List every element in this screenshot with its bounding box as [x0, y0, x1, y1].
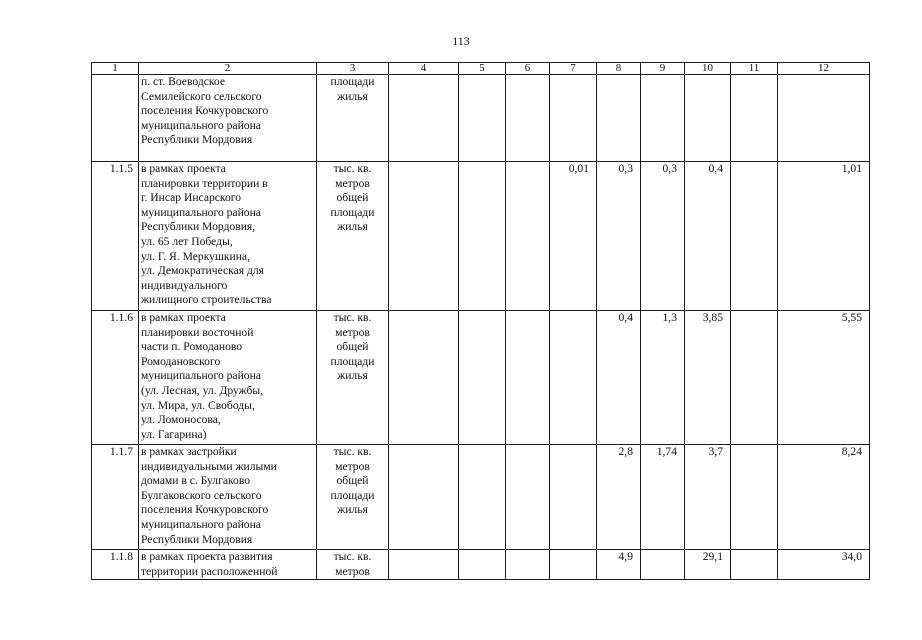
continuation-unit: [317, 75, 389, 162]
row-description: [139, 162, 317, 311]
column-number: 12: [778, 63, 870, 75]
value-cell: [731, 445, 778, 550]
text-line: (ул. Лесная, ул. Дружбы,: [141, 383, 264, 397]
value-cell: [685, 75, 731, 162]
column-number: 1: [92, 63, 139, 75]
value-cell: 0,01: [550, 162, 597, 311]
text-line: общей: [336, 340, 369, 354]
value-cell: [550, 75, 597, 162]
column-number: 7: [550, 63, 597, 75]
text-line: домами в с. Булгаково: [141, 474, 251, 488]
text-line: площади: [330, 205, 375, 219]
row-unit: [317, 162, 389, 311]
text-line: поселения Кочкуровского: [141, 104, 269, 118]
text-line: общей: [336, 474, 369, 488]
text-line: ул. Демократическая для: [141, 264, 265, 278]
text-line: п. ст. Воеводское: [141, 75, 225, 88]
column-number-row: [92, 63, 870, 75]
text-line: площади: [330, 75, 375, 88]
text-line: жилья: [337, 369, 368, 383]
text-line: в рамках проекта развития: [141, 550, 273, 563]
text-line: в рамках проекта: [141, 162, 226, 175]
value-cell: 1,01: [778, 162, 870, 311]
value-cell: 1,74: [641, 445, 685, 550]
row-description: [139, 445, 317, 550]
text-line: площади: [330, 354, 375, 368]
continuation-description: [139, 75, 317, 162]
value-cell: [731, 162, 778, 311]
text-line: метров: [335, 459, 370, 473]
text-line: ул. 65 лет Победы,: [141, 234, 233, 248]
value-cell: [389, 311, 459, 445]
value-cell: 3,7: [685, 445, 731, 550]
value-cell: [506, 75, 550, 162]
text-line: Республики Мордовия: [141, 133, 253, 147]
code-cell: [92, 75, 139, 162]
text-line: индивидуальными жилыми: [141, 459, 277, 473]
text-line: муниципального района: [141, 517, 261, 531]
text-line: муниципального района: [141, 205, 261, 219]
value-cell: [550, 311, 597, 445]
text-line: Республики Мордовия: [141, 532, 253, 546]
text-line: ул. Гагарина): [141, 427, 207, 441]
value-cell: [459, 550, 506, 580]
text-line: Семилейского сельского: [141, 89, 262, 103]
text-line: индивидуального: [141, 278, 228, 292]
text-line: тыс. кв.: [333, 311, 372, 324]
value-cell: [731, 550, 778, 580]
value-cell: 0,3: [641, 162, 685, 311]
table-row: [92, 550, 870, 580]
text-line: метров: [335, 325, 370, 339]
text-line: Булгаковского сельского: [141, 488, 262, 502]
row-code: 1.1.6: [92, 311, 139, 445]
value-cell: 8,24: [778, 445, 870, 550]
column-number: 10: [685, 63, 731, 75]
text-line: ул. Ломоносова,: [141, 413, 221, 427]
value-cell: [389, 75, 459, 162]
column-number: 4: [389, 63, 459, 75]
page-number: 113: [452, 34, 470, 48]
value-cell: [459, 75, 506, 162]
value-cell: [459, 311, 506, 445]
text-line: в рамках проекта: [141, 311, 226, 324]
row-description: [139, 550, 317, 580]
value-cell: [506, 311, 550, 445]
text-line: тыс. кв.: [333, 162, 372, 175]
text-line: планировки территории в: [141, 176, 268, 190]
text-line: Ромодановского: [141, 354, 221, 368]
row-code: 1.1.8: [92, 550, 139, 580]
text-line: муниципального района: [141, 369, 261, 383]
text-line: жилья: [337, 220, 368, 234]
text-line: площади: [330, 488, 375, 502]
value-cell: [459, 162, 506, 311]
text-line: территории расположенной: [141, 564, 278, 578]
data-table: [91, 62, 870, 580]
text-line: общей: [336, 191, 369, 205]
text-line: в рамках застройки: [141, 445, 237, 458]
column-number: 11: [731, 63, 778, 75]
value-cell: [506, 550, 550, 580]
row-description: [139, 311, 317, 445]
value-cell: [506, 445, 550, 550]
value-cell: [731, 75, 778, 162]
value-cell: [389, 550, 459, 580]
column-number: 3: [317, 63, 389, 75]
row-unit: [317, 445, 389, 550]
text-line: Республики Мордовия,: [141, 220, 256, 234]
text-line: части п. Ромоданово: [141, 340, 243, 354]
text-line: метров: [335, 564, 370, 578]
text-line: г. Инсар Инсарского: [141, 191, 242, 205]
value-cell: [550, 550, 597, 580]
text-line: жилья: [337, 503, 368, 517]
value-cell: [731, 311, 778, 445]
text-line: планировки восточной: [141, 325, 254, 339]
value-cell: [778, 75, 870, 162]
value-cell: 2,8: [597, 445, 641, 550]
value-cell: [389, 162, 459, 311]
column-number: 2: [139, 63, 317, 75]
row-code: 1.1.7: [92, 445, 139, 550]
value-cell: [641, 550, 685, 580]
value-cell: [389, 445, 459, 550]
value-cell: 1,3: [641, 311, 685, 445]
column-number: 9: [641, 63, 685, 75]
table-row: [92, 445, 870, 550]
column-number: 5: [459, 63, 506, 75]
row-unit: [317, 550, 389, 580]
text-line: жилья: [337, 89, 368, 103]
row-unit: [317, 311, 389, 445]
table-row: [92, 162, 870, 311]
value-cell: 0,4: [685, 162, 731, 311]
value-cell: [597, 75, 641, 162]
value-cell: [506, 162, 550, 311]
text-line: ул. Мира, ул. Свободы,: [141, 398, 255, 412]
text-line: поселения Кочкуровского: [141, 503, 269, 517]
row-code: 1.1.5: [92, 162, 139, 311]
value-cell: [550, 445, 597, 550]
text-line: тыс. кв.: [333, 550, 372, 563]
value-cell: 29,1: [685, 550, 731, 580]
value-cell: 34,0: [778, 550, 870, 580]
column-number: 6: [506, 63, 550, 75]
text-line: муниципального района: [141, 118, 261, 132]
continuation-row: [92, 75, 870, 162]
table-row: [92, 311, 870, 445]
text-line: жилищного строительства: [141, 293, 272, 307]
value-cell: [459, 445, 506, 550]
value-cell: [641, 75, 685, 162]
value-cell: 4,9: [597, 550, 641, 580]
text-line: тыс. кв.: [333, 445, 372, 458]
value-cell: 5,55: [778, 311, 870, 445]
text-line: ул. Г. Я. Меркушкина,: [141, 249, 250, 263]
text-line: метров: [335, 176, 370, 190]
value-cell: 3,85: [685, 311, 731, 445]
value-cell: 0,4: [597, 311, 641, 445]
value-cell: 0,3: [597, 162, 641, 311]
column-number: 8: [597, 63, 641, 75]
